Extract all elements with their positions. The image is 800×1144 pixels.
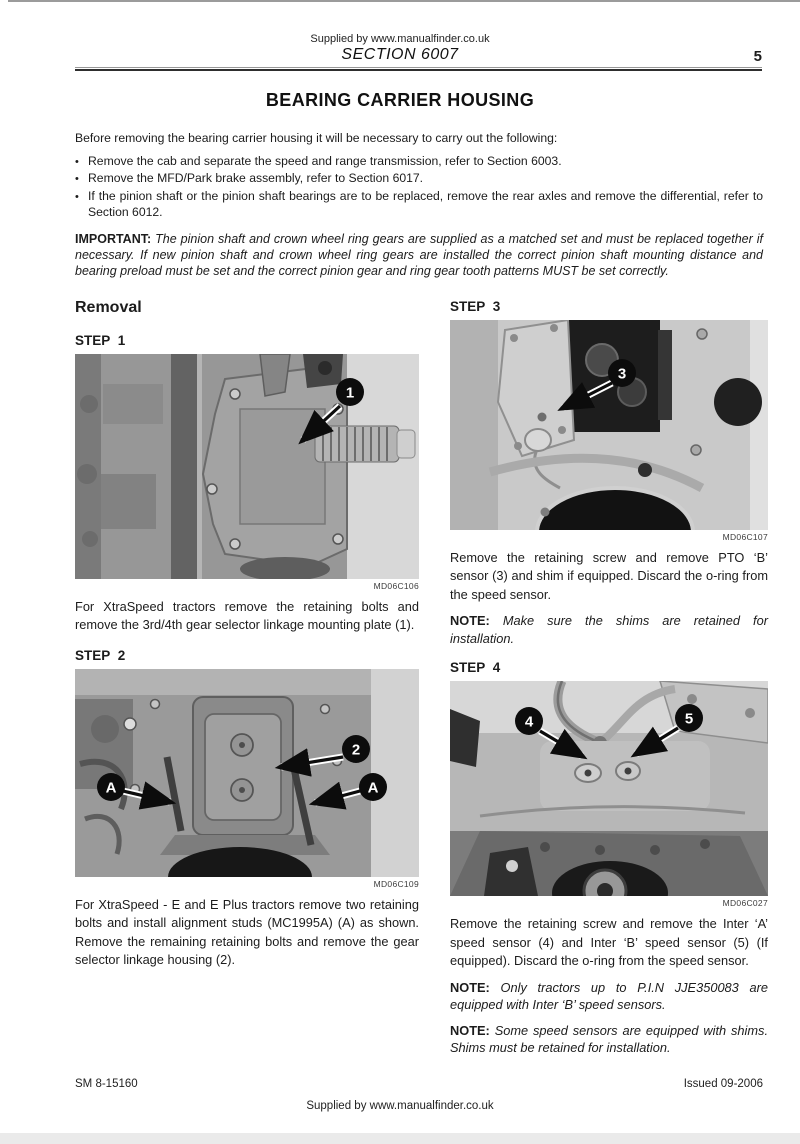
bullet-item [75,188,763,221]
bullet-marker-icon [75,170,88,188]
step4-figure [450,681,768,908]
callout-A-right [359,773,387,801]
callout-A-left [97,773,125,801]
footer-supplied-by: Supplied by www.manualfinder.co.uk [306,1100,494,1112]
important-text: The pinion shaft and crown wheel ring gears are supplied as a matched set and must be replaced together if necessary. If new pinion shaft and crown wheel ring gears are installed the correct pinion shaft mounting distance and bearing preload must be set and the correct pinion gear and ring gear tooth patterns MUST be set correctly. [75,231,763,278]
svg-text:2: 2 [351,741,361,758]
footer-issued-date: Issued 09-2006 [683,1078,763,1090]
callout-5 [675,704,703,732]
page-title: BEARING CARRIER HOUSING [265,90,535,110]
step2-figure [75,669,419,889]
page-header [0,0,800,71]
figure-code: MD06C109 [373,878,419,889]
step3-text: Remove the retaining screw and remove PTO ‘B’ sensor (3) and shim if equipped. Discard the o-ring from the speed sensor. [450,549,768,602]
figure-code: MD06C106 [373,580,419,591]
note-text: Only tractors up to P.I.N JJE350083 are equipped with Inter ‘B’ speed sensors. [450,979,768,1012]
bullet-text: Remove the cab and separate the speed and range transmission, refer to Section 6003. [88,153,562,168]
step3-note [450,612,768,647]
footer-doc-number: SM 8-15160 [75,1078,138,1090]
note-text: Some speed sensors are equipped with shims. Shims must be retained for installation. [450,1022,768,1055]
svg-text:5: 5 [684,710,694,728]
step4-text: Remove the retaining screw and remove the Inter ‘A’ speed sensor (4) and Inter ‘B’ speed sensor (5) (If equipped). Discard the o-ring from the speed sensor. [450,916,768,968]
callout-4 [515,707,543,735]
bullet-item [75,170,763,188]
header-section-number: SECTION 6007 [341,46,459,63]
two-column-area [75,298,768,1057]
header-supplied-by: Supplied by www.manualfinder.co.uk [310,33,490,45]
page-content [75,130,768,1057]
step3-heading: STEP 3 [450,298,501,314]
right-column [450,299,768,1057]
step2-text: For XtraSpeed - E and E Plus tractors remove two retaining bolts and install alignment studs (MC1995A) (A) as shown. Remove the remaining retaining bolts and remove the gear selector linkage housing (2). [75,896,419,967]
step2-photo [75,669,419,877]
note-text: Make sure the shims are retained for installation. [450,613,768,646]
important-label: IMPORTANT: [75,231,152,246]
svg-text:1: 1 [345,384,355,401]
svg-text:A: A [105,779,117,796]
step4-heading: STEP 4 [450,660,501,675]
step4-photo [450,681,768,896]
scan-bottom-band [0,1133,800,1144]
callout-3 [608,359,636,387]
figure-code: MD06C107 [722,531,768,542]
bullet-marker-icon [75,188,88,221]
step1-figure [75,354,419,591]
bullet-list [75,153,763,221]
left-column [75,299,419,1057]
svg-text:4: 4 [524,713,534,731]
callout-2 [342,735,370,763]
bullet-item [75,153,763,171]
svg-text:3: 3 [617,365,627,382]
intro-paragraph: Before removing the bearing carrier housing it will be necessary to carry out the following: [75,131,558,145]
step3-photo [450,320,768,530]
svg-text:A: A [367,779,379,796]
important-paragraph [75,231,763,279]
page-number: 5 [753,48,762,65]
step1-photo [75,354,419,579]
step1-text: For XtraSpeed tractors remove the retaining bolts and remove the 3rd/4th gear selector linkage mounting plate (1). [75,598,419,632]
bullet-text: If the pinion shaft or the pinion shaft bearings are to be replaced, remove the rear axles and remove the differential, refer to Section 6012. [88,188,763,219]
step3-figure [450,320,768,542]
header-rule [75,67,762,71]
callout-1 [336,378,364,406]
removal-heading: Removal [75,298,142,316]
footer [75,1078,763,1090]
bullet-marker-icon [75,153,88,171]
step1-heading: STEP 1 [75,332,126,348]
figure-code: MD06C027 [722,898,768,908]
note-label: NOTE: [450,1022,490,1038]
step4-note-2 [450,1022,768,1057]
note-label: NOTE: [450,979,490,995]
step2-heading: STEP 2 [75,647,126,663]
note-label: NOTE: [450,613,490,628]
step4-note-1 [450,979,768,1014]
bullet-text: Remove the MFD/Park brake assembly, refer to Section 6017. [88,171,424,185]
